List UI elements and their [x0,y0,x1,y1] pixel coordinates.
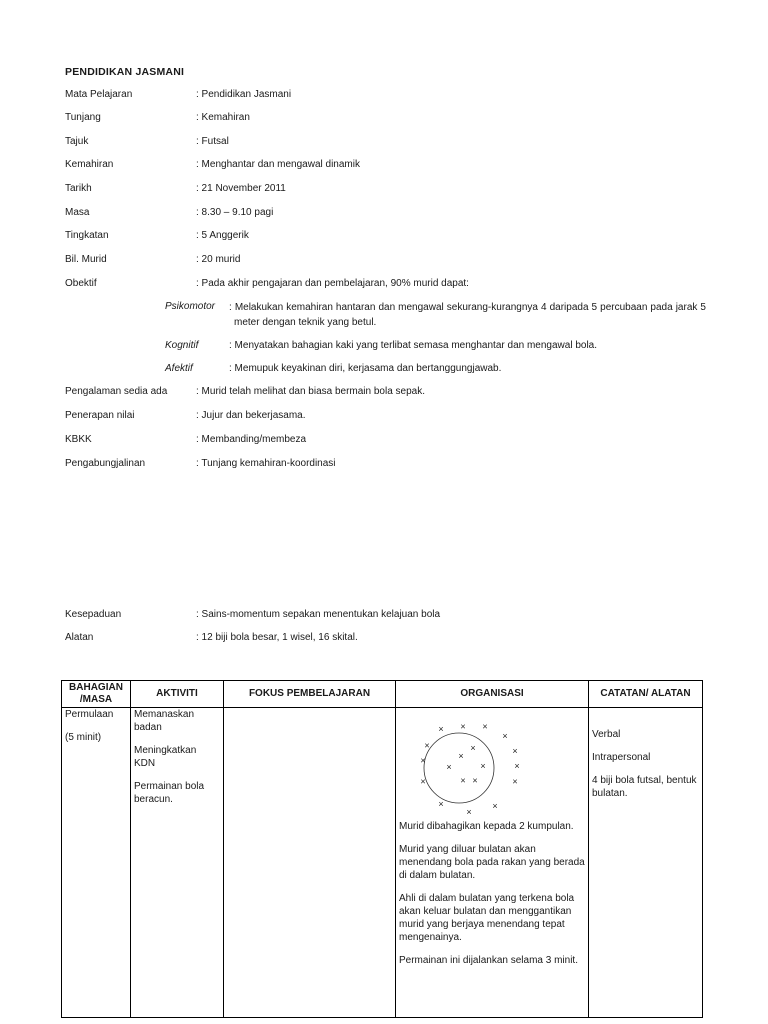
aktiviti-item: Meningkatkan KDN [134,745,197,769]
student-marker: × [460,721,466,732]
student-marker: × [420,755,426,766]
value-bil-murid: : 20 murid [196,254,241,265]
value-kognitif: : Menyatakan bahagian kaki yang terlibat semasa menghantar dan mengawal bola. [229,340,598,351]
student-marker: × [466,806,472,816]
student-marker: × [470,743,476,754]
student-marker: × [512,776,518,787]
label-penerapan-nilai: Penerapan nilai [65,410,135,421]
organisasi-text: Murid dibahagikan kepada 2 kumpulan. [399,821,574,832]
value-tajuk: : Futsal [196,136,229,147]
value-tingkatan: : 5 Anggerik [196,230,249,241]
value-penerapan-nilai: : Jujur dan bekerjasama. [196,410,306,421]
label-alatan: Alatan [65,632,94,643]
value-pengalaman: : Murid telah melihat dan biasa bermain bola sepak. [196,386,426,397]
label-tunjang: Tunjang [65,112,101,123]
lesson-table [61,680,703,1018]
label-pengalaman: Pengalaman sedia ada [65,386,168,397]
value-pengabungjalinan: : Tunjang kemahiran-koordinasi [196,458,336,469]
label-bil-murid: Bil. Murid [65,254,107,265]
cell-catatan [589,708,703,1018]
label-kesepaduan: Kesepaduan [65,609,122,620]
aktiviti-item: Permainan bola beracun. [134,781,205,805]
student-marker: × [472,775,478,786]
label-masa: Masa [65,207,90,218]
bahagian-duration: (5 minit) [65,732,102,743]
student-marker: × [424,740,430,751]
aktiviti-item: Memanaskan badan [134,709,195,733]
student-marker: × [460,775,466,786]
catatan-item: Intrapersonal [592,752,651,763]
value-obektif: : Pada akhir pengajaran dan pembelajaran, 90% murid dapat: [196,278,469,289]
value-kbkk: : Membanding/membeza [196,434,307,445]
student-marker: × [458,750,464,761]
table-header-row [62,681,703,708]
label-kemahiran: Kemahiran [65,159,114,170]
value-tarikh: : 21 November 2011 [196,183,286,194]
page-title: PENDIDIKAN JASMANI [65,66,185,78]
value-psikomotor: : Melakukan kemahiran hantaran dan mengawal sekurang-kurangnya 4 daripada 5 percubaan pada jarak 5 meter dengan teknik yang betul. [229,302,706,328]
catatan-item: 4 biji bola futsal, bentuk bulatan. [592,775,697,799]
student-marker: × [420,776,426,787]
value-kesepaduan: : Sains-momentum sepakan menentukan kelajuan bola [196,609,441,620]
student-marker: × [446,762,452,773]
student-marker: × [512,746,518,756]
label-obektif: Obektif [65,278,97,289]
label-afektif: Afektif [165,363,193,374]
value-alatan: : 12 biji bola besar, 1 wisel, 16 skital. [196,632,358,643]
student-marker: × [502,730,508,741]
student-marker: × [438,724,444,735]
circle-formation-diagram [403,716,533,816]
value-tunjang: : Kemahiran [196,112,250,123]
bahagian-phase: Permulaan [65,709,114,720]
organisasi-text: Ahli di dalam bulatan yang terkena bola akan keluar bulatan dan menggantikan murid yang berjaya menendang tepat mengenainya. [399,893,575,943]
label-pengabungjalinan: Pengabungjalinan [65,458,146,469]
student-marker: × [480,761,486,772]
label-tarikh: Tarikh [65,183,92,194]
cell-organisasi [396,708,589,1018]
label-mata-pelajaran: Mata Pelajaran [65,89,133,100]
table-row [62,708,703,1018]
value-kemahiran: : Menghantar dan mengawal dinamik [196,159,360,170]
cell-bahagian [62,708,131,1018]
header-fokus: FOKUS PEMBELAJARAN [224,681,396,708]
header-catatan: CATATAN/ ALATAN [589,681,703,708]
student-marker: × [482,721,488,732]
catatan-item: Verbal [592,729,621,740]
label-psikomotor: Psikomotor [165,301,216,312]
student-marker: × [514,761,520,772]
cell-aktiviti [131,708,224,1018]
organisasi-text: Murid yang diluar bulatan akan menendang bola pada rakan yang berada di dalam bulatan. [399,844,585,881]
label-tingkatan: Tingkatan [65,230,109,241]
student-marker: × [492,801,498,812]
value-afektif: : Memupuk keyakinan diri, kerjasama dan bertanggungjawab. [229,363,502,374]
header-aktiviti: AKTIVITI [131,681,224,708]
header-bahagian: BAHAGIAN /MASA [62,681,131,708]
cell-fokus [224,708,396,1018]
value-mata-pelajaran: : Pendidikan Jasmani [196,89,292,100]
header-organisasi: ORGANISASI [396,681,589,708]
value-masa: : 8.30 – 9.10 pagi [196,207,274,218]
student-marker: × [438,799,444,810]
label-kbkk: KBKK [65,434,92,445]
organisasi-text: Permainan ini dijalankan selama 3 minit. [399,955,578,966]
label-tajuk: Tajuk [65,136,89,147]
label-kognitif: Kognitif [165,340,199,351]
